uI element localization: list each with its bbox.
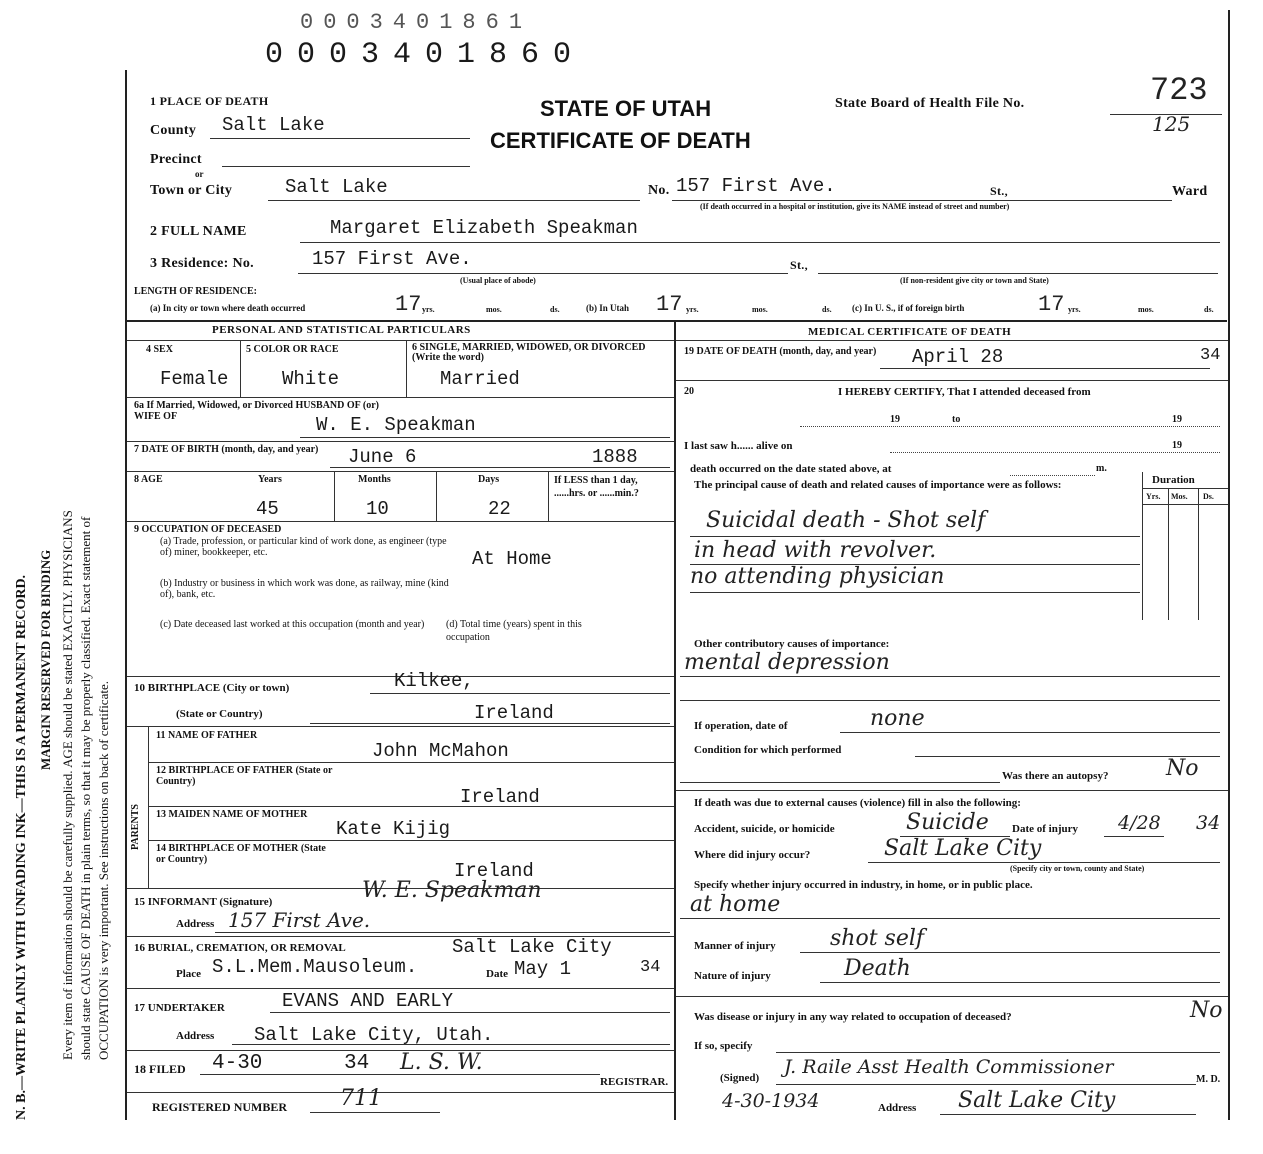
- length-us-mos: mos.: [1138, 305, 1154, 314]
- length-city-value: 17: [395, 292, 422, 317]
- residence-label: 3 Residence: No.: [150, 256, 254, 271]
- less-than-label: If LESS than 1 day, ......hrs. or ......min.?: [554, 475, 639, 499]
- date-of-death-value: April 28: [912, 346, 1004, 368]
- informant-signature: W. E. Speakman: [362, 878, 542, 903]
- occupation-label: 9 OCCUPATION OF DECEASED: [134, 524, 282, 535]
- length-us-yrs: yrs.: [1068, 305, 1081, 314]
- registered-number-value: 711: [340, 1086, 382, 1111]
- dob-value: June 6: [348, 446, 417, 468]
- full-name-value: Margaret Elizabeth Speakman: [330, 217, 638, 239]
- burial-year-value: 34: [640, 958, 661, 977]
- certificate-title: CERTIFICATE OF DEATH: [490, 128, 751, 153]
- undertaker-value: EVANS AND EARLY: [282, 990, 454, 1012]
- occupation-b-label: (b) Industry or business in which work was done, as railway, mine (kind of), bank, etc.: [160, 578, 449, 600]
- certify-from-19: 19: [890, 414, 900, 425]
- color-value: White: [282, 368, 340, 390]
- age-label: 8 AGE: [134, 474, 163, 485]
- signed-date: 4-30-1934: [722, 1090, 820, 1112]
- medical-heading: MEDICAL CERTIFICATE OF DEATH: [808, 326, 1012, 338]
- injury-date-label: Date of injury: [1012, 823, 1078, 835]
- informant-label: 15 INFORMANT (Signature): [134, 896, 273, 908]
- external-causes-label: If death was due to external causes (violence) fill in also the following:: [694, 797, 1021, 809]
- length-city-mos: mos.: [486, 305, 502, 314]
- town-value: Salt Lake: [285, 176, 388, 198]
- duration-mos: Mos.: [1171, 492, 1188, 501]
- father-birthplace-value: Ireland: [460, 786, 540, 808]
- length-utah-mos: mos.: [752, 305, 768, 314]
- burial-date-value: May 1: [514, 958, 572, 980]
- or-label: or: [195, 169, 204, 179]
- length-residence-label: LENGTH OF RESIDENCE:: [134, 286, 257, 297]
- injury-date-value: 4/28: [1118, 812, 1161, 834]
- burial-city-value: Salt Lake City: [452, 936, 612, 958]
- registered-number-label: REGISTERED NUMBER: [152, 1100, 288, 1114]
- ward-label: Ward: [1172, 184, 1208, 199]
- length-city-yrs: yrs.: [422, 305, 435, 314]
- signed-label: (Signed): [720, 1072, 760, 1084]
- autopsy-label: Was there an autopsy?: [1002, 770, 1109, 782]
- parents-label: PARENTS: [130, 804, 141, 850]
- dob-label: 7 DATE OF BIRTH (month, day, and year): [134, 444, 319, 455]
- burial-place-value: S.L.Mem.Mausoleum.: [212, 956, 418, 978]
- certify-label: I HEREBY CERTIFY, That I attended deceased from: [838, 386, 1091, 398]
- burial-place-label: Place: [176, 968, 202, 980]
- father-name-label: 11 NAME OF FATHER: [156, 730, 258, 741]
- injury-year: 34: [1196, 812, 1221, 834]
- accident-value: Suicide: [906, 810, 989, 835]
- birth-country-value: Ireland: [474, 702, 554, 724]
- state-heading: STATE OF UTAH: [540, 96, 712, 121]
- registrar-label: REGISTRAR.: [600, 1076, 669, 1088]
- physician-address-value: Salt Lake City: [958, 1088, 1116, 1113]
- certify-number: 20: [684, 386, 694, 397]
- nature-value: Death: [844, 956, 911, 981]
- birth-country-label: (State or Country): [176, 708, 263, 720]
- md-label: M. D.: [1196, 1074, 1221, 1085]
- age-years-label: Years: [258, 474, 282, 485]
- undertaker-address-label: Address: [176, 1030, 215, 1042]
- hospital-note: (If death occurred in a hospital or institution, give its NAME instead of street and number): [700, 202, 1010, 211]
- length-utah-value: 17: [656, 292, 683, 317]
- instruction-line-4: OCCUPATION is very important. See instructions on back of certificate.: [96, 681, 111, 1060]
- residence-st-label: St.,: [790, 258, 808, 272]
- filed-label: 18 FILED: [134, 1062, 186, 1076]
- occupation-value: At Home: [472, 548, 552, 570]
- county-label: County: [150, 123, 197, 138]
- specify-place-value: at home: [690, 892, 781, 917]
- if-so-label: If so, specify: [694, 1040, 753, 1052]
- date-of-death-label: 19 DATE OF DEATH (month, day, and year): [684, 346, 877, 357]
- street-value: 157 First Ave.: [676, 175, 836, 197]
- informant-address-label: Address: [176, 918, 215, 930]
- mother-name-value: Kate Kijig: [336, 818, 451, 840]
- town-label: Town or City: [150, 183, 233, 198]
- sex-value: Female: [160, 368, 229, 390]
- length-utah-ds: ds.: [822, 305, 832, 314]
- serial-number-top: 0003401861: [300, 10, 533, 35]
- place-of-death-heading: 1 PLACE OF DEATH: [150, 94, 269, 108]
- where-injury-label: Where did injury occur?: [694, 849, 811, 861]
- operation-value: none: [870, 706, 925, 731]
- manner-value: shot self: [830, 926, 925, 951]
- occupation-c-label: (c) Date deceased last worked at this occupation (month and year): [160, 619, 425, 630]
- file-number-secondary: 125: [1152, 112, 1191, 136]
- personal-heading: PERSONAL AND STATISTICAL PARTICULARS: [212, 324, 471, 336]
- other-causes-label: Other contributory causes of importance:: [694, 638, 890, 650]
- duration-label: Duration: [1152, 474, 1195, 486]
- death-time-m: m.: [1096, 463, 1107, 474]
- length-utah-yrs: yrs.: [686, 305, 699, 314]
- principal-cause-label: The principal cause of death and related causes of importance were as follows:: [694, 479, 1062, 491]
- occupation-d-label: (d) Total time (years) spent in this occupation: [446, 619, 582, 643]
- instruction-line-2: Every item of information should be carefully supplied. AGE should be stated EXACTLY. PHYSICIANS: [60, 510, 75, 1060]
- file-number-label: State Board of Health File No.: [835, 96, 1025, 111]
- duration-ds: Ds.: [1203, 492, 1214, 501]
- specify-place-label: Specify whether injury occurred in industry, in home, or in public place.: [694, 879, 1033, 891]
- registrar-signature: L. S. W.: [400, 1050, 483, 1075]
- date-of-death-year: 34: [1200, 346, 1221, 365]
- birthplace-label: 10 BIRTHPLACE (City or town): [134, 682, 290, 694]
- full-name-label: 2 FULL NAME: [150, 224, 247, 239]
- physician-signature: J. Raile Asst Health Commissioner: [784, 1056, 1114, 1078]
- cause-line-2: in head with revolver.: [694, 538, 937, 563]
- serial-number: 0003401860: [265, 38, 586, 72]
- filed-year: 34: [344, 1052, 370, 1075]
- age-days-label: Days: [478, 474, 500, 485]
- precinct-label: Precinct: [150, 152, 202, 167]
- other-causes-value: mental depression: [684, 650, 890, 675]
- dob-year: 1888: [592, 446, 638, 468]
- age-days-value: 22: [488, 498, 511, 520]
- certify-to-19: 19: [1172, 414, 1182, 425]
- file-number: 723: [1150, 72, 1208, 109]
- st-label: St.,: [990, 184, 1008, 198]
- disease-related-value: No: [1190, 998, 1223, 1023]
- length-city-ds: ds.: [550, 305, 560, 314]
- length-us-label: (c) In U. S., if of foreign birth: [852, 303, 965, 313]
- death-occurred-label: death occurred on the date stated above, at: [690, 463, 892, 475]
- age-years-value: 45: [256, 498, 279, 520]
- county-value: Salt Lake: [222, 114, 325, 136]
- where-injury-value: Salt Lake City: [884, 836, 1042, 861]
- length-us-ds: ds.: [1204, 305, 1214, 314]
- age-months-value: 10: [366, 498, 389, 520]
- father-name-value: John McMahon: [372, 740, 509, 762]
- informant-address-value: 157 First Ave.: [228, 908, 371, 932]
- father-birthplace-label: 12 BIRTHPLACE OF FATHER (State or Country): [156, 765, 333, 787]
- burial-date-label: Date: [486, 968, 508, 980]
- spouse-label: 6a If Married, Widowed, or Divorced HUSBAND OF (or) WIFE OF: [134, 400, 379, 422]
- burial-label: 16 BURIAL, CREMATION, OR REMOVAL: [134, 942, 346, 954]
- last-saw-19: 19: [1172, 440, 1182, 451]
- filed-value: 4-30: [212, 1052, 263, 1075]
- instruction-line-3: should state CAUSE OF DEATH in plain terms, so that it may be properly classified. Exact statement of: [78, 516, 93, 1060]
- where-injury-note: (Specify city or town, county and State): [1010, 864, 1145, 873]
- marital-label: 6 SINGLE, MARRIED, WIDOWED, OR DIVORCED (Write the word): [412, 342, 646, 363]
- mother-birthplace-value: Ireland: [454, 860, 534, 882]
- length-us-value: 17: [1038, 292, 1065, 317]
- spouse-value: W. E. Speakman: [316, 414, 476, 436]
- nature-label: Nature of injury: [694, 970, 771, 982]
- binding-margin-note: MARGIN RESERVED FOR BINDING: [38, 549, 53, 770]
- cause-line-3: no attending physician: [690, 564, 945, 589]
- marital-value: Married: [440, 368, 520, 390]
- autopsy-value: No: [1166, 756, 1199, 781]
- certify-to: to: [952, 414, 961, 425]
- undertaker-label: 17 UNDERTAKER: [134, 1002, 225, 1014]
- accident-label: Accident, suicide, or homicide: [694, 823, 835, 835]
- color-label: 5 COLOR OR RACE: [246, 344, 339, 355]
- street-no-label: No.: [648, 183, 670, 198]
- disease-related-label: Was disease or injury in any way related to occupation of deceased?: [694, 1011, 1012, 1023]
- sex-label: 4 SEX: [146, 344, 173, 355]
- condition-label: Condition for which performed: [694, 744, 842, 756]
- usual-abode-note: (Usual place of abode): [460, 276, 536, 285]
- operation-label: If operation, date of: [694, 720, 788, 732]
- undertaker-address-value: Salt Lake City, Utah.: [254, 1024, 494, 1046]
- cause-line-1: Suicidal death - Shot self: [706, 508, 986, 533]
- instruction-line-1: N. B.—WRITE PLAINLY WITH UNFADING INK—THIS IS A PERMANENT RECORD.: [14, 574, 29, 1120]
- occupation-a-label: (a) Trade, profession, or particular kind of work done, as engineer (type of) miner, bookkeeper, etc.: [160, 536, 447, 558]
- last-saw-label: I last saw h...... alive on: [684, 440, 793, 452]
- length-utah-label: (b) In Utah: [586, 303, 630, 313]
- residence-value: 157 First Ave.: [312, 248, 472, 270]
- mother-birthplace-label: 14 BIRTHPLACE OF MOTHER (State or Country): [156, 843, 326, 865]
- mother-name-label: 13 MAIDEN NAME OF MOTHER: [156, 809, 308, 820]
- manner-label: Manner of injury: [694, 940, 776, 952]
- birthplace-value: Kilkee,: [394, 670, 474, 692]
- length-city-label: (a) In city or town where death occurred: [150, 303, 306, 313]
- duration-yrs: Yrs.: [1146, 492, 1161, 501]
- physician-address-label: Address: [878, 1102, 917, 1114]
- age-months-label: Months: [358, 474, 391, 485]
- non-resident-note: (If non-resident give city or town and State): [900, 276, 1049, 285]
